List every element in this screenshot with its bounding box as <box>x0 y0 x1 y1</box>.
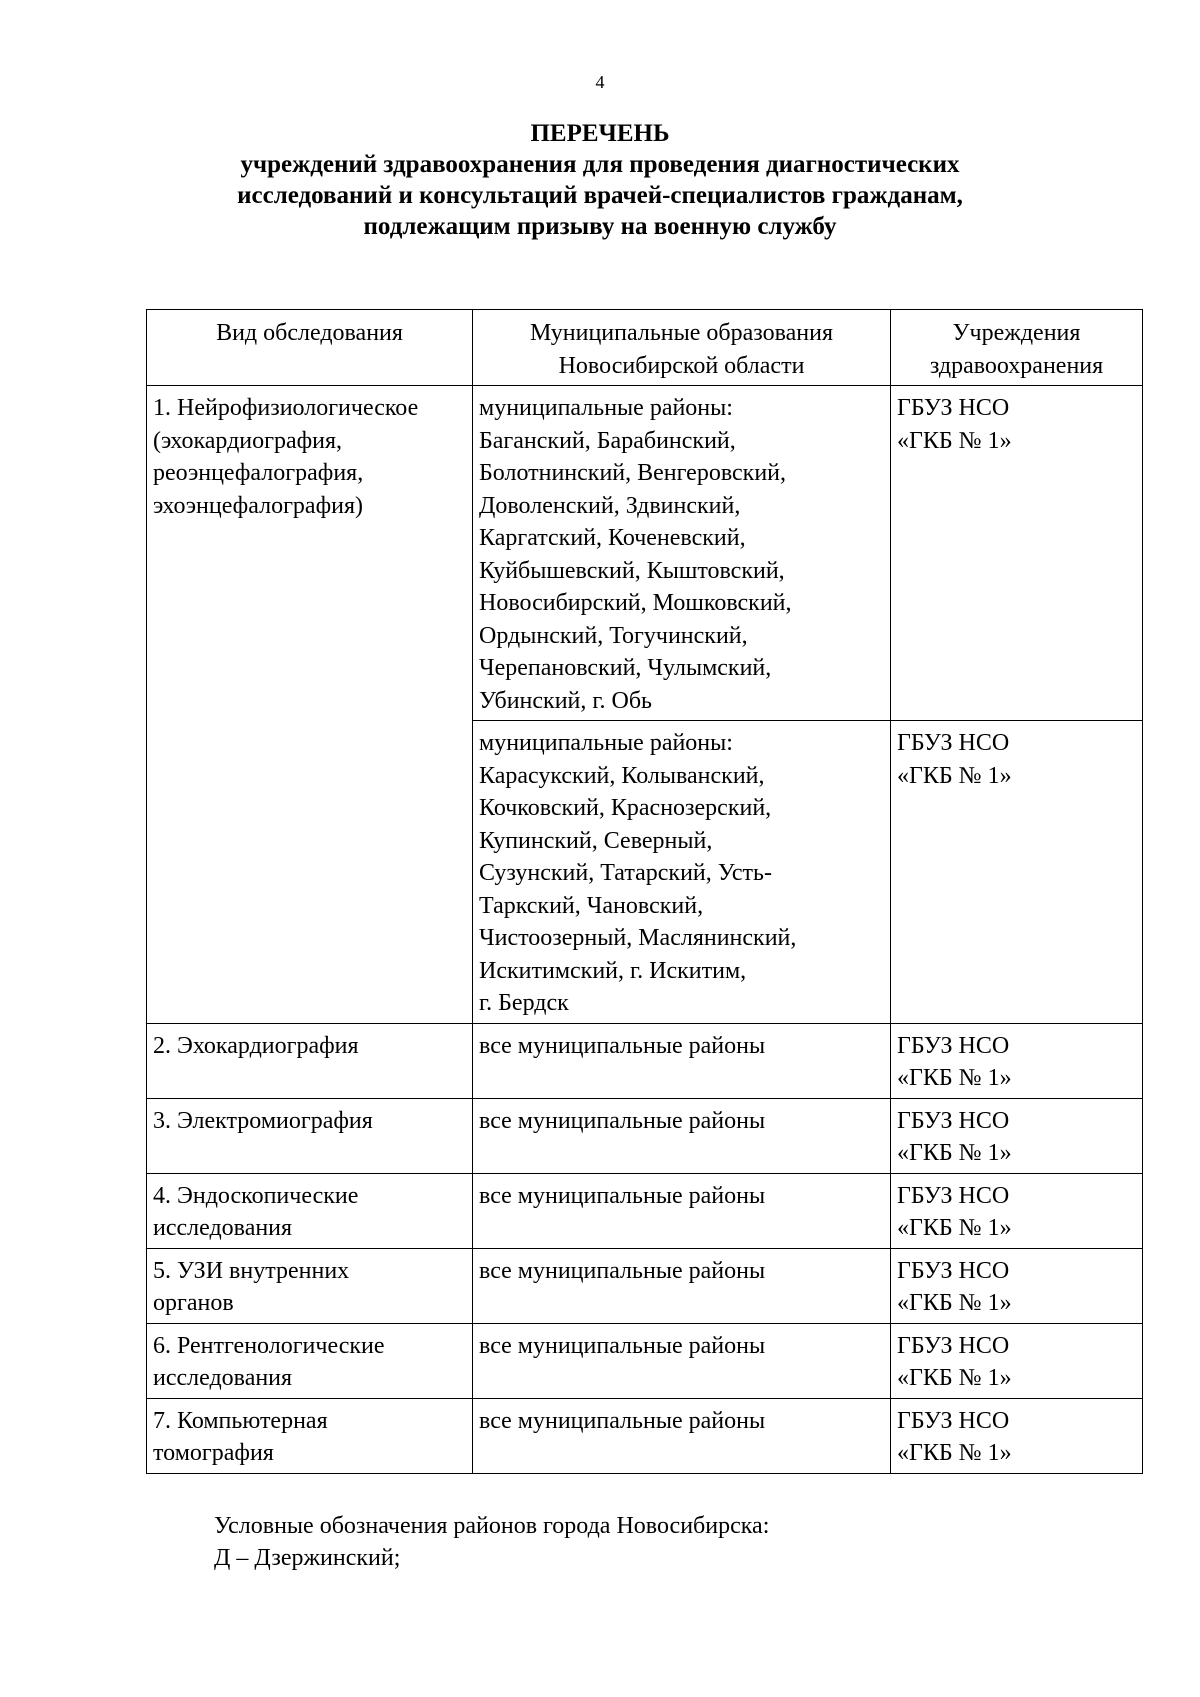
table-row <box>147 386 1143 721</box>
institution-cell: ГБУЗ НСО «ГКБ № 1» <box>891 386 1143 721</box>
exam-cell: 7. Компьютерная томография <box>147 1398 473 1473</box>
areas-cell: все муниципальные районы <box>473 1023 891 1098</box>
institution-cell: ГБУЗ НСО «ГКБ № 1» <box>891 1398 1143 1473</box>
institution-cell: ГБУЗ НСО «ГКБ № 1» <box>891 1098 1143 1173</box>
exam-cell: 5. УЗИ внутренних органов <box>147 1248 473 1323</box>
institution-cell: ГБУЗ НСО «ГКБ № 1» <box>891 1023 1143 1098</box>
title-subline-3: подлежащим призыву на военную службу <box>363 213 837 240</box>
areas-cell: все муниципальные районы <box>473 1323 891 1398</box>
legend-item: Д – Дзержинский; <box>214 1545 401 1571</box>
institution-cell: ГБУЗ НСО «ГКБ № 1» <box>891 1248 1143 1323</box>
table-row <box>147 1173 1143 1248</box>
document-title <box>60 118 1140 242</box>
title-subline-1: учреждений здравоохранения для проведения диагностических <box>240 151 960 178</box>
table-header-row <box>147 310 1143 386</box>
institution-cell: ГБУЗ НСО «ГКБ № 1» <box>891 1173 1143 1248</box>
header-institutions: Учреждения здравоохранения <box>891 310 1143 386</box>
legend-heading: Условные обозначения районов города Новосибирска: <box>214 1513 770 1539</box>
areas-cell: все муниципальные районы <box>473 1098 891 1173</box>
table-row <box>147 1323 1143 1398</box>
table-row <box>147 1023 1143 1098</box>
table-row <box>147 1248 1143 1323</box>
areas-cell: муниципальные районы: Баганский, Барабинский, Болотнинский, Венгеровский, Доволенский, Здвинский, Каргатский, Коченевский, Куйбышевский, Кыштовский, Новосибирский, Мошковский, Ордынский, Тогучинский, Черепановский, Чулымский, Убинский, г. Обь <box>473 386 891 721</box>
areas-cell: все муниципальные районы <box>473 1248 891 1323</box>
exam-cell: 6. Рентгенологические исследования <box>147 1323 473 1398</box>
header-municipalities: Муниципальные образования Новосибирской области <box>473 310 891 386</box>
areas-cell: муниципальные районы: Карасукский, Колыванский, Кочковский, Краснозерский, Купинский, Северный, Сузунский, Татарский, Усть- Таркский, Чановский, Чистоозерный, Маслянинский, Искитимский, г. Искитим, г. Бердск <box>473 721 891 1024</box>
title-subline-2: исследований и консультаций врачей-специалистов гражданам, <box>237 182 963 209</box>
exam-cell: 3. Электромиография <box>147 1098 473 1173</box>
exam-cell: 2. Эхокардиография <box>147 1023 473 1098</box>
institutions-table <box>146 309 1143 1474</box>
district-legend <box>214 1510 769 1574</box>
table-row <box>147 1098 1143 1173</box>
exam-cell: 4. Эндоскопические исследования <box>147 1173 473 1248</box>
header-exam-type: Вид обследования <box>147 310 473 386</box>
table-row <box>147 1398 1143 1473</box>
exam-cell: 1. Нейрофизиологическое (эхокардиография, реоэнцефалография, эхоэнцефалография) <box>147 386 473 1024</box>
title-heading: ПЕРЕЧЕНЬ <box>530 120 670 147</box>
page-number: 4 <box>595 72 605 92</box>
institution-cell: ГБУЗ НСО «ГКБ № 1» <box>891 1323 1143 1398</box>
institution-cell: ГБУЗ НСО «ГКБ № 1» <box>891 721 1143 1024</box>
areas-cell: все муниципальные районы <box>473 1398 891 1473</box>
areas-cell: все муниципальные районы <box>473 1173 891 1248</box>
